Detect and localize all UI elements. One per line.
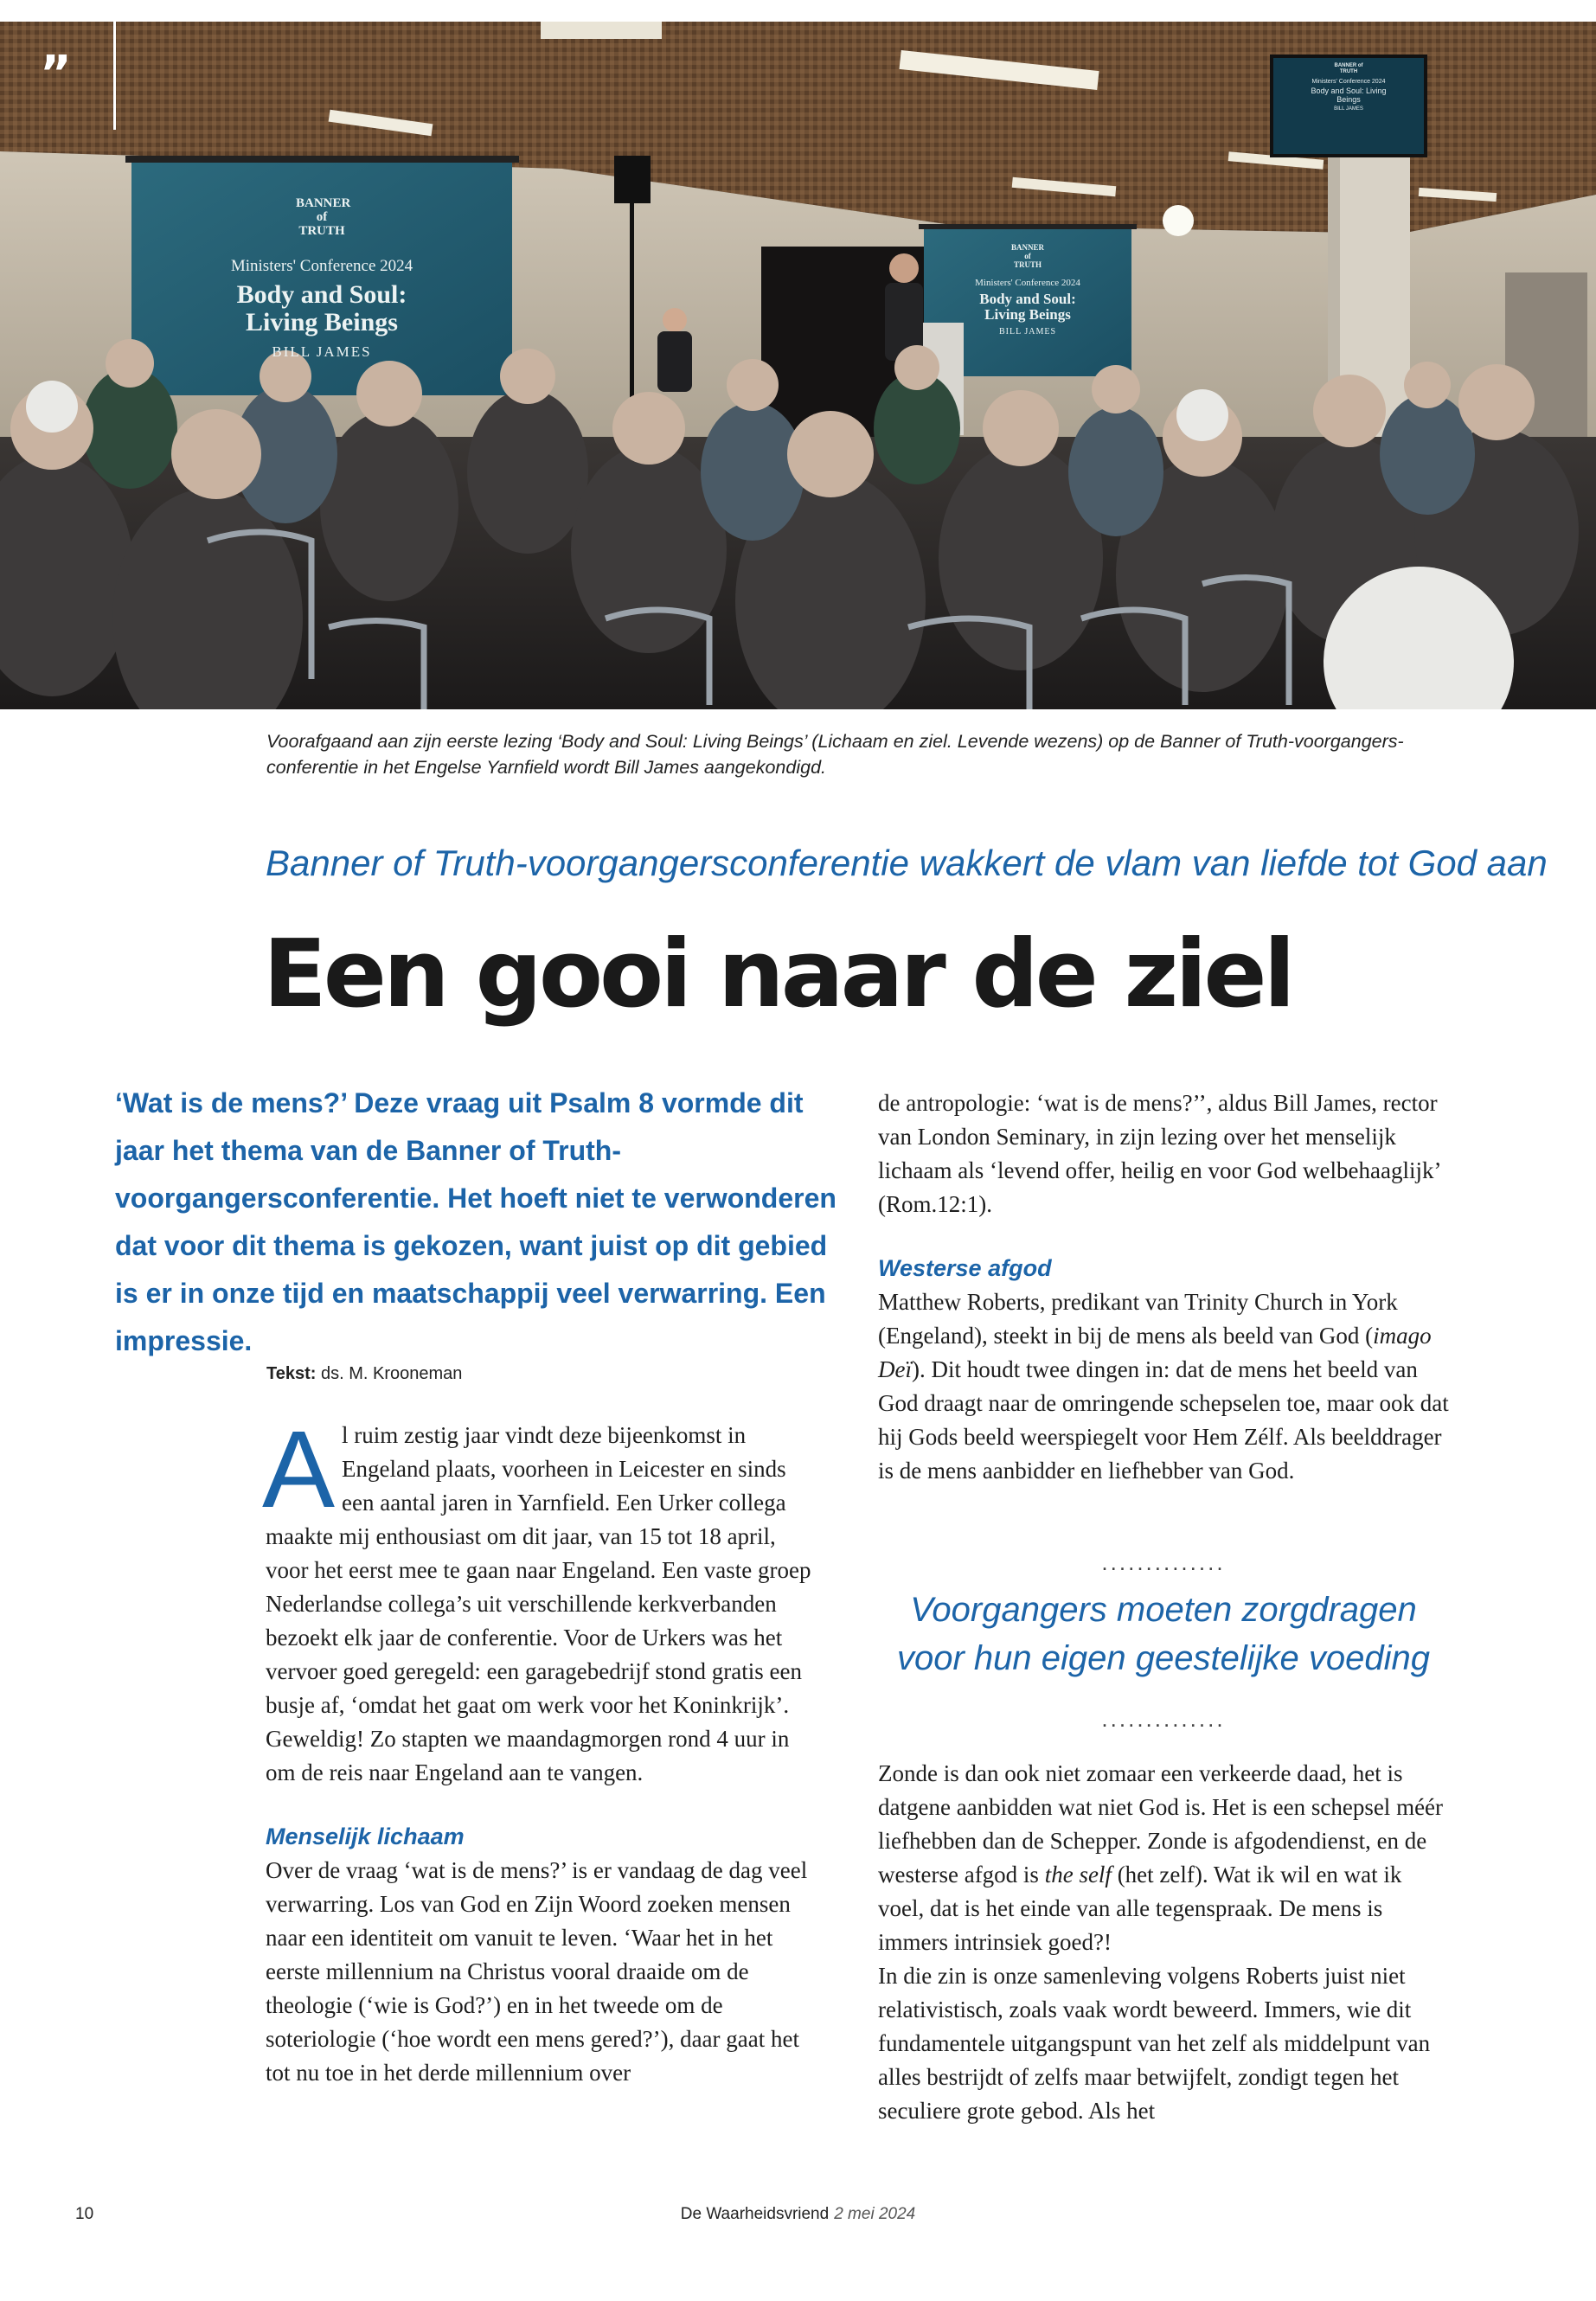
screen-left-logo: BANNER of TRUTH xyxy=(296,196,351,238)
quote-mark-icon: ” xyxy=(40,46,72,102)
page-footer xyxy=(0,2205,1596,2224)
screen-left-speaker: BILL JAMES xyxy=(272,343,372,360)
paragraph-1-text: l ruim zestig jaar vindt deze bijeenkomst in Engeland plaats, voorheen in Leicester en sinds een aantal jaren in Yarnfield. Een Urker collega maakte mij enthousiast om dit jaar, van 15 tot 18 april, voor het eerst mee te gaan naar Engeland. Een vaste groep Nederlandse collega’s uit verschillende kerkverbanden bezoekt elk jaar de conferentie. Voor de Urkers was het vervoer goed geregeld: een garagebedrijf stond gratis een busje af, ‘omdat het gaat om werk voor het Koninkrijk’. Geweldig! Zo stapten we maandagmorgen rond 4 uur in om de reis naar Engeland aan te vangen. xyxy=(266,1422,811,1785)
screen-right-topic: Body and Soul: Living Beings xyxy=(979,291,1076,323)
screen-right xyxy=(924,229,1131,376)
photo-caption: Voorafgaand aan zijn eerste lezing ‘Body and Soul: Living Beings’ (Lichaam en ziel. Levende wezens) op de Banner of Truth-voorgangers-conferentie in het Engelse Yarnfield wordt Bill James aangekondigd. xyxy=(266,731,1404,778)
paragraph-2: Over de vraag ‘wat is de mens?’ is er vandaag de dag veel verwarring. Los van God en Zijn Woord zoeken mensen naar een identiteit om vanuit te leven. ‘Waar het in het eerste millennium na Christus vooral draaide om de theologie (‘wie is God?’) en in het tweede om de soteriologie (‘hoe wordt een mens gered?’), daar gaat het tot nu toe in het derde millennium over xyxy=(266,1857,808,2086)
screen-left-conference: Ministers' Conference 2024 xyxy=(230,257,413,275)
page-number: 10 xyxy=(75,2205,94,2223)
byline-author: ds. M. Krooneman xyxy=(320,1364,463,1383)
paragraph-6: In die zin is onze samenleving volgens Roberts juist niet relativistisch, zoals vaak wordt beweerd. Immers, wie dit fundamentele uitgangspunt van het zelf als middelpunt van alles bestrijdt of zelfs maar betwijfelt, zondigt tegen het seculiere grote gebod. Als het xyxy=(878,1963,1431,2124)
photo-divider xyxy=(113,22,116,130)
screen-monitor-topic: Body and Soul: Living Beings xyxy=(1311,87,1387,104)
paragraph-5 xyxy=(878,1757,1449,1959)
dropcap: A xyxy=(262,1408,336,1530)
screen-left xyxy=(131,162,512,395)
paragraph-4-text-a: Matthew Roberts, predikant van Trinity Church in York (Engeland), steekt in bij de mens als beeld van God ( xyxy=(878,1289,1398,1349)
byline-label: Tekst: xyxy=(266,1364,317,1383)
paragraph-3: de antropologie: ‘wat is de mens?’’, aldus Bill James, rector van London Seminary, in zijn lezing over het menselijk lichaam als ‘levend offer, heilig en voor God welbehaaglijk’ (Rom.12:1). xyxy=(878,1090,1440,1217)
screen-right-logo: BANNER of TRUTH xyxy=(1010,243,1044,269)
screen-left-topic: Body and Soul: Living Beings xyxy=(236,280,407,336)
body-column-1 xyxy=(262,1408,819,2090)
pullquote-line-2: voor hun eigen geestelijke voeding xyxy=(897,1639,1430,1677)
paragraph-5-text-b: (het zelf). Wat ik wil en wat ik voel, dat is het einde van alle tegenspraak. De mens is immers intrinsiek goed?! xyxy=(878,1862,1402,1955)
screen-right-conference: Ministers' Conference 2024 xyxy=(975,278,1080,288)
screen-monitor-logo: BANNER of TRUTH xyxy=(1334,63,1363,74)
screen-right-speaker: BILL JAMES xyxy=(998,327,1057,336)
article-kicker: Banner of Truth-voorgangersconferentie wakkert de vlam van liefde tot God aan xyxy=(266,843,1548,883)
body-column-2-lower xyxy=(878,1757,1449,2128)
paragraph-4-italic: imago Deï xyxy=(878,1323,1432,1382)
pull-quote xyxy=(878,1586,1449,1682)
conference-photo xyxy=(0,22,1596,709)
paragraph-gap xyxy=(878,1221,1449,1252)
issue-date: 2 mei 2024 xyxy=(834,2205,916,2223)
article-title: Een gooi naar de ziel xyxy=(263,920,1292,1029)
screen-monitor-speaker: BILL JAMES xyxy=(1334,106,1363,112)
paragraph-1 xyxy=(262,1408,819,1790)
paragraph-5-italic: the self xyxy=(1044,1862,1112,1888)
paragraph-5-text-a: Zonde is dan ook niet zomaar een verkeerde daad, het is datgene aanbidden wat niet God is. Het is een schepsel méér liefhebben dan de Schepper. Zonde is afgodendienst, en de westerse afgod is xyxy=(878,1760,1444,1888)
byline xyxy=(266,1362,462,1386)
intro-text: ‘Wat is de mens?’ Deze vraag uit Psalm 8 vormde dit jaar het thema van de Banner of Truth-voorgangersconferentie. Het hoeft niet te verwonderen dat voor dit thema is gekozen, want juist op dit gebied is er in onze tijd en maatschappij veel verwarring. Een impressie. xyxy=(115,1087,836,1356)
subheading-menselijk-lichaam: Menselijk lichaam xyxy=(266,1823,465,1849)
screen-monitor-conference: Ministers' Conference 2024 xyxy=(1311,79,1386,85)
pullquote-dots-bottom: .............. xyxy=(1101,1706,1226,1732)
publication-name: De Waarheidsvriend xyxy=(680,2205,830,2223)
subheading-westerse-afgod: Westerse afgod xyxy=(878,1255,1052,1281)
screen-monitor xyxy=(1272,56,1426,156)
paragraph-4-text-b: ). Dit houdt twee dingen in: dat de mens het beeld van God draagt naar de omringende schepselen toe, maar ook dat hij Gods beeld weerspiegelt voor Hem Zélf. Als beelddrager is de mens aanbidder en liefhebber van God. xyxy=(878,1356,1449,1484)
paragraph-4 xyxy=(878,1285,1449,1488)
body-column-2 xyxy=(878,1086,1449,1488)
pullquote-dots-top: .............. xyxy=(1101,1549,1226,1575)
paragraph-gap xyxy=(266,1790,819,1820)
pullquote-line-1: Voorgangers moeten zorgdragen xyxy=(910,1591,1417,1629)
article-intro xyxy=(115,1080,837,1365)
